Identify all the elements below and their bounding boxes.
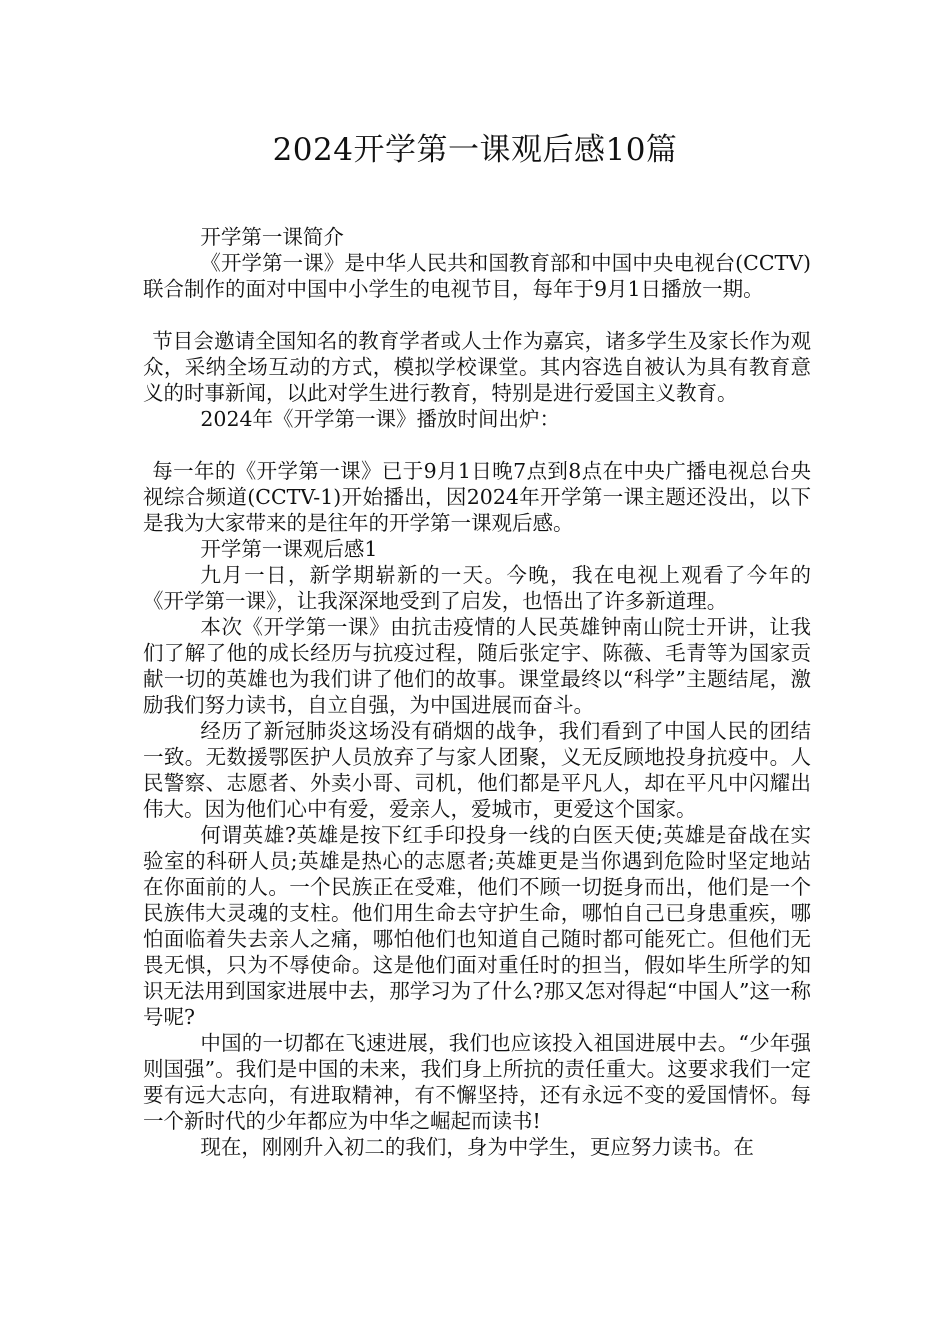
paragraph: 本次《开学第一课》由抗击疫情的人民英雄钟南山院士开讲，让我们了解了他的成长经历与抗疫过程，随后张定宇、陈薇、毛青等为国家贡献一切的英雄也为我们讲了他们的故事。课堂最终以“科学”主题结尾，激励我们努力读书，自立自强，为中国进展而奋斗。 (143, 615, 811, 717)
paragraph-intro: 《开学第一课》是中华人民共和国教育部和中国中央电视台(CCTV)联合制作的面对中国中小学生的电视节目，每年于9月1日播放一期。 (143, 251, 811, 301)
paragraph-schedule: 每一年的《开学第一课》已于9月1日晚7点到8点在中央广播电视总台央视综合频道(CCTV-1)开始播出，因2024年开学第一课主题还没出，以下是我为大家带来的是往年的开学第一课观后感。 (143, 459, 811, 535)
paragraph: 中国的一切都在飞速进展，我们也应该投入祖国进展中去。“少年强则国强”。我们是中国的未来，我们身上所抗的责任重大。这要求我们一定要有远大志向，有进取精神，有不懈坚持，还有永远不变的爱国情怀。每一个新时代的少年都应为中华之崛起而读书! (143, 1031, 811, 1133)
section-heading-intro: 开学第一课简介 (200, 225, 344, 249)
blank-line (143, 432, 811, 458)
section-heading-essay-1: 开学第一课观后感1 (200, 537, 378, 561)
paragraph: 经历了新冠肺炎这场没有硝烟的战争，我们看到了中国人民的团结一致。无数援鄂医护人员放弃了与家人团聚，义无反顾地投身抗疫中。人民警察、志愿者、外卖小哥、司机，他们都是平凡人，却在平凡中闪耀出伟大。因为他们心中有爱，爱亲人，爱城市，更爱这个国家。 (143, 719, 811, 821)
document-body (143, 224, 811, 1160)
blank-line (143, 302, 811, 328)
paragraph-program: 节目会邀请全国知名的教育学者或人士作为嘉宾，诸多学生及家长作为观众，采纳全场互动的方式，模拟学校课堂。其内容选自被认为具有教育意义的时事新闻，以此对学生进行教育，特别是进行爱国主义教育。 (143, 329, 811, 405)
paragraph: 何谓英雄?英雄是按下红手印投身一线的白医天使;英雄是奋战在实验室的科研人员;英雄是热心的志愿者;英雄更是当你遇到危险时坚定地站在你面前的人。一个民族正在受难，他们不顾一切挺身而出，他们是一个民族伟大灵魂的支柱。他们用生命去守护生命，哪怕自己已身患重疾，哪怕面临着失去亲人之痛，哪怕他们也知道自己随时都可能死亡。但他们无畏无惧，只为不辱使命。这是他们面对重任时的担当，假如毕生所学的知识无法用到国家进展中去，那学习为了什么?那又怎对得起“中国人”这一称号呢? (143, 823, 811, 1029)
paragraph: 九月一日，新学期崭新的一天。今晚，我在电视上观看了今年的《开学第一课》，让我深深地受到了启发，也悟出了许多新道理。 (143, 563, 811, 613)
section-heading-schedule: 2024年《开学第一课》播放时间出炉： (200, 407, 561, 431)
paragraph: 现在，刚刚升入初二的我们，身为中学生，更应努力读书。在 (200, 1135, 754, 1159)
document-title: 2024开学第一课观后感10篇 (272, 132, 678, 168)
